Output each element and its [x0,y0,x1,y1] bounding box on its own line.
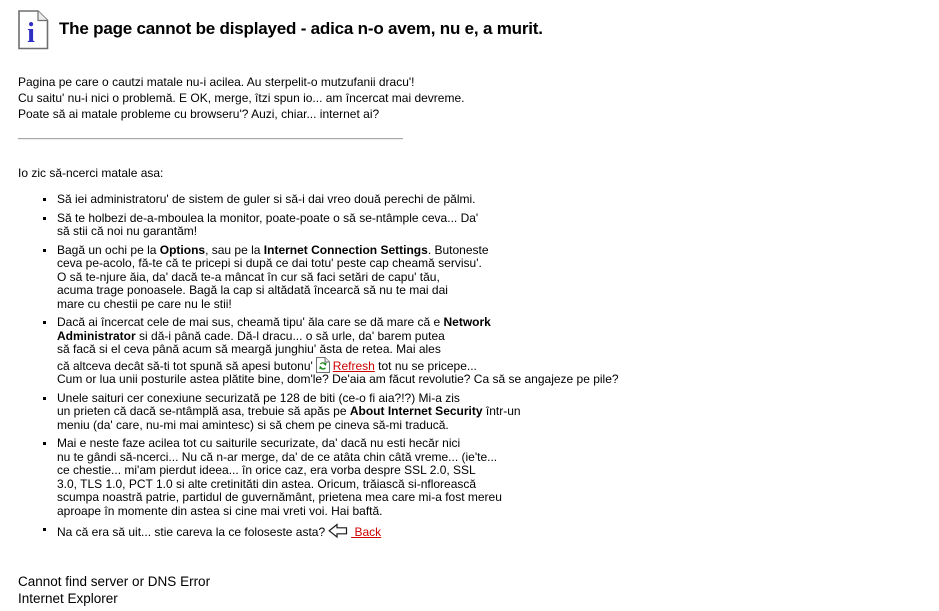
divider-rule [18,138,403,140]
text-segment: să facă si el ceva până acum să meargă junghiu' ăsta de retea. Mai ales [57,342,441,356]
text-segment: Na că era să uit... stie careva la ce foloseste asta? [57,525,326,539]
text-segment: Să iei administratoru' de sistem de guler si să-i dai vreo două perechi de pălmi. [57,192,476,206]
refresh-link[interactable]: Refresh [332,358,375,373]
info-page-icon [18,10,49,55]
text-segment: tot nu se pricepe... [374,358,477,373]
svg-text:i: i [27,18,35,49]
page-title: The page cannot be displayed - adica n-o avem, nu e, a murit. [59,19,543,38]
text-segment: mare cu chestii pe care nu le stii! [57,296,232,311]
back-arrow-icon [328,523,348,539]
intro-line-2: Cu saitu' nu-i nici o problemă. E OK, merge, îtzi spun io... am încercat mai devreme. [18,91,465,105]
list-item [43,193,643,207]
suggestions-heading: Io zic să-ncerci matale asa: [18,166,164,180]
list-item [43,392,643,433]
text-segment: . Butoneste [427,242,489,257]
text-segment: O să te-njure ăia, da' dacă te-a mâncat în cur să faci setări de capu' tău, [57,269,440,284]
intro-line-3: Poate să ai matale probleme cu browseru'? Auzi, chiar... internet ai? [18,107,380,121]
text-segment: să stii că noi nu garantăm! [57,224,198,238]
bold-text: About Internet Security [349,404,483,418]
text-segment: nu te gândi să-ncerci... Nu că n-ar merge, da' de ce atâta chin câtă vreme... (ie'te... [57,449,498,464]
list-item [43,244,643,312]
list-item [43,523,643,540]
intro-line-1: Pagina pe care o cautzi matale nu-i acilea. Au sterpelit-o mutzufanii dracu'! [18,75,415,89]
bold-text: Options [159,242,206,257]
text-segment: 3.0, TLS 1.0, PCT 1.0 si alte cretinităti din astea. Oricum, trăiască si-nflorească [57,476,477,491]
text-segment: scumpa noastră patrie, partidul de guvernământ, prietena mea care mi-a fost mereu [57,490,502,504]
suggestions-list [18,193,939,540]
text-segment: , sau pe la [205,242,264,257]
list-item [43,437,643,518]
text-segment: si dă-i până cade. Dă-l dracu... o să urle, da' barem putea [135,328,445,343]
text-segment: acuma trage ponoasele. Bagă la cap si altădată încearcă să nu te mai dai [57,283,448,297]
text-segment: aproape în momente din astea si cine mai vreti voi. Hai baftă. [57,503,383,518]
back-link[interactable]: Back [351,525,382,539]
status-footer [18,573,939,607]
text-segment: într-un [482,404,521,418]
error-status-text: Cannot find server or DNS Error [18,573,211,589]
text-segment: Să te holbezi de-a-mboulea la monitor, poate-poate o să se-ntâmple ceva... Da' [57,210,479,225]
page-header [18,10,939,55]
text-segment: un prieten că dacă se-ntâmplă asa, trebuie să apăs pe [57,404,350,418]
refresh-page-icon [316,357,330,373]
list-item [43,212,643,239]
intro-paragraph [18,74,939,122]
text-segment: Cum or lua unii posturile astea plătite bine, dom'le? De'aia am făcut revolutie? Ca să se angajeze pe pile? [57,372,619,386]
text-segment: Bagă un ochi pe la [57,242,160,257]
text-segment: ce chestie... mi'am pierdut ideea... în orice caz, era vorba despre SSL 2.0, SSL [57,463,476,477]
bold-text: Administrator [57,328,136,343]
text-segment: ceva pe-acolo, fă-te că te pricepi si după ce dai totu' peste cap cheamă servisu'. [57,256,482,270]
text-segment: meniu (da' care, nu-mi mai amintesc) si să chem pe cineva să-mi traducă. [57,417,449,432]
bold-text: Network [443,315,491,329]
text-segment: Unele saituri cer conexiune securizată pe 128 de biti (ce-o fi aia?!?) Mi-a zis [57,390,460,405]
bold-text: Internet Connection Settings [263,242,428,257]
text-segment: Dacă ai încercat cele de mai sus, cheamă tipu' ăla care se dă mare că e [57,315,444,329]
text-segment: Mai e neste faze acilea tot cu saiturile securizate, da' dacă nu esti hecăr nici [57,436,461,450]
list-item [43,316,643,387]
browser-name-text: Internet Explorer [18,590,118,606]
text-segment: că altceva decât să-ti tot spună să apesi butonu' [57,358,313,373]
